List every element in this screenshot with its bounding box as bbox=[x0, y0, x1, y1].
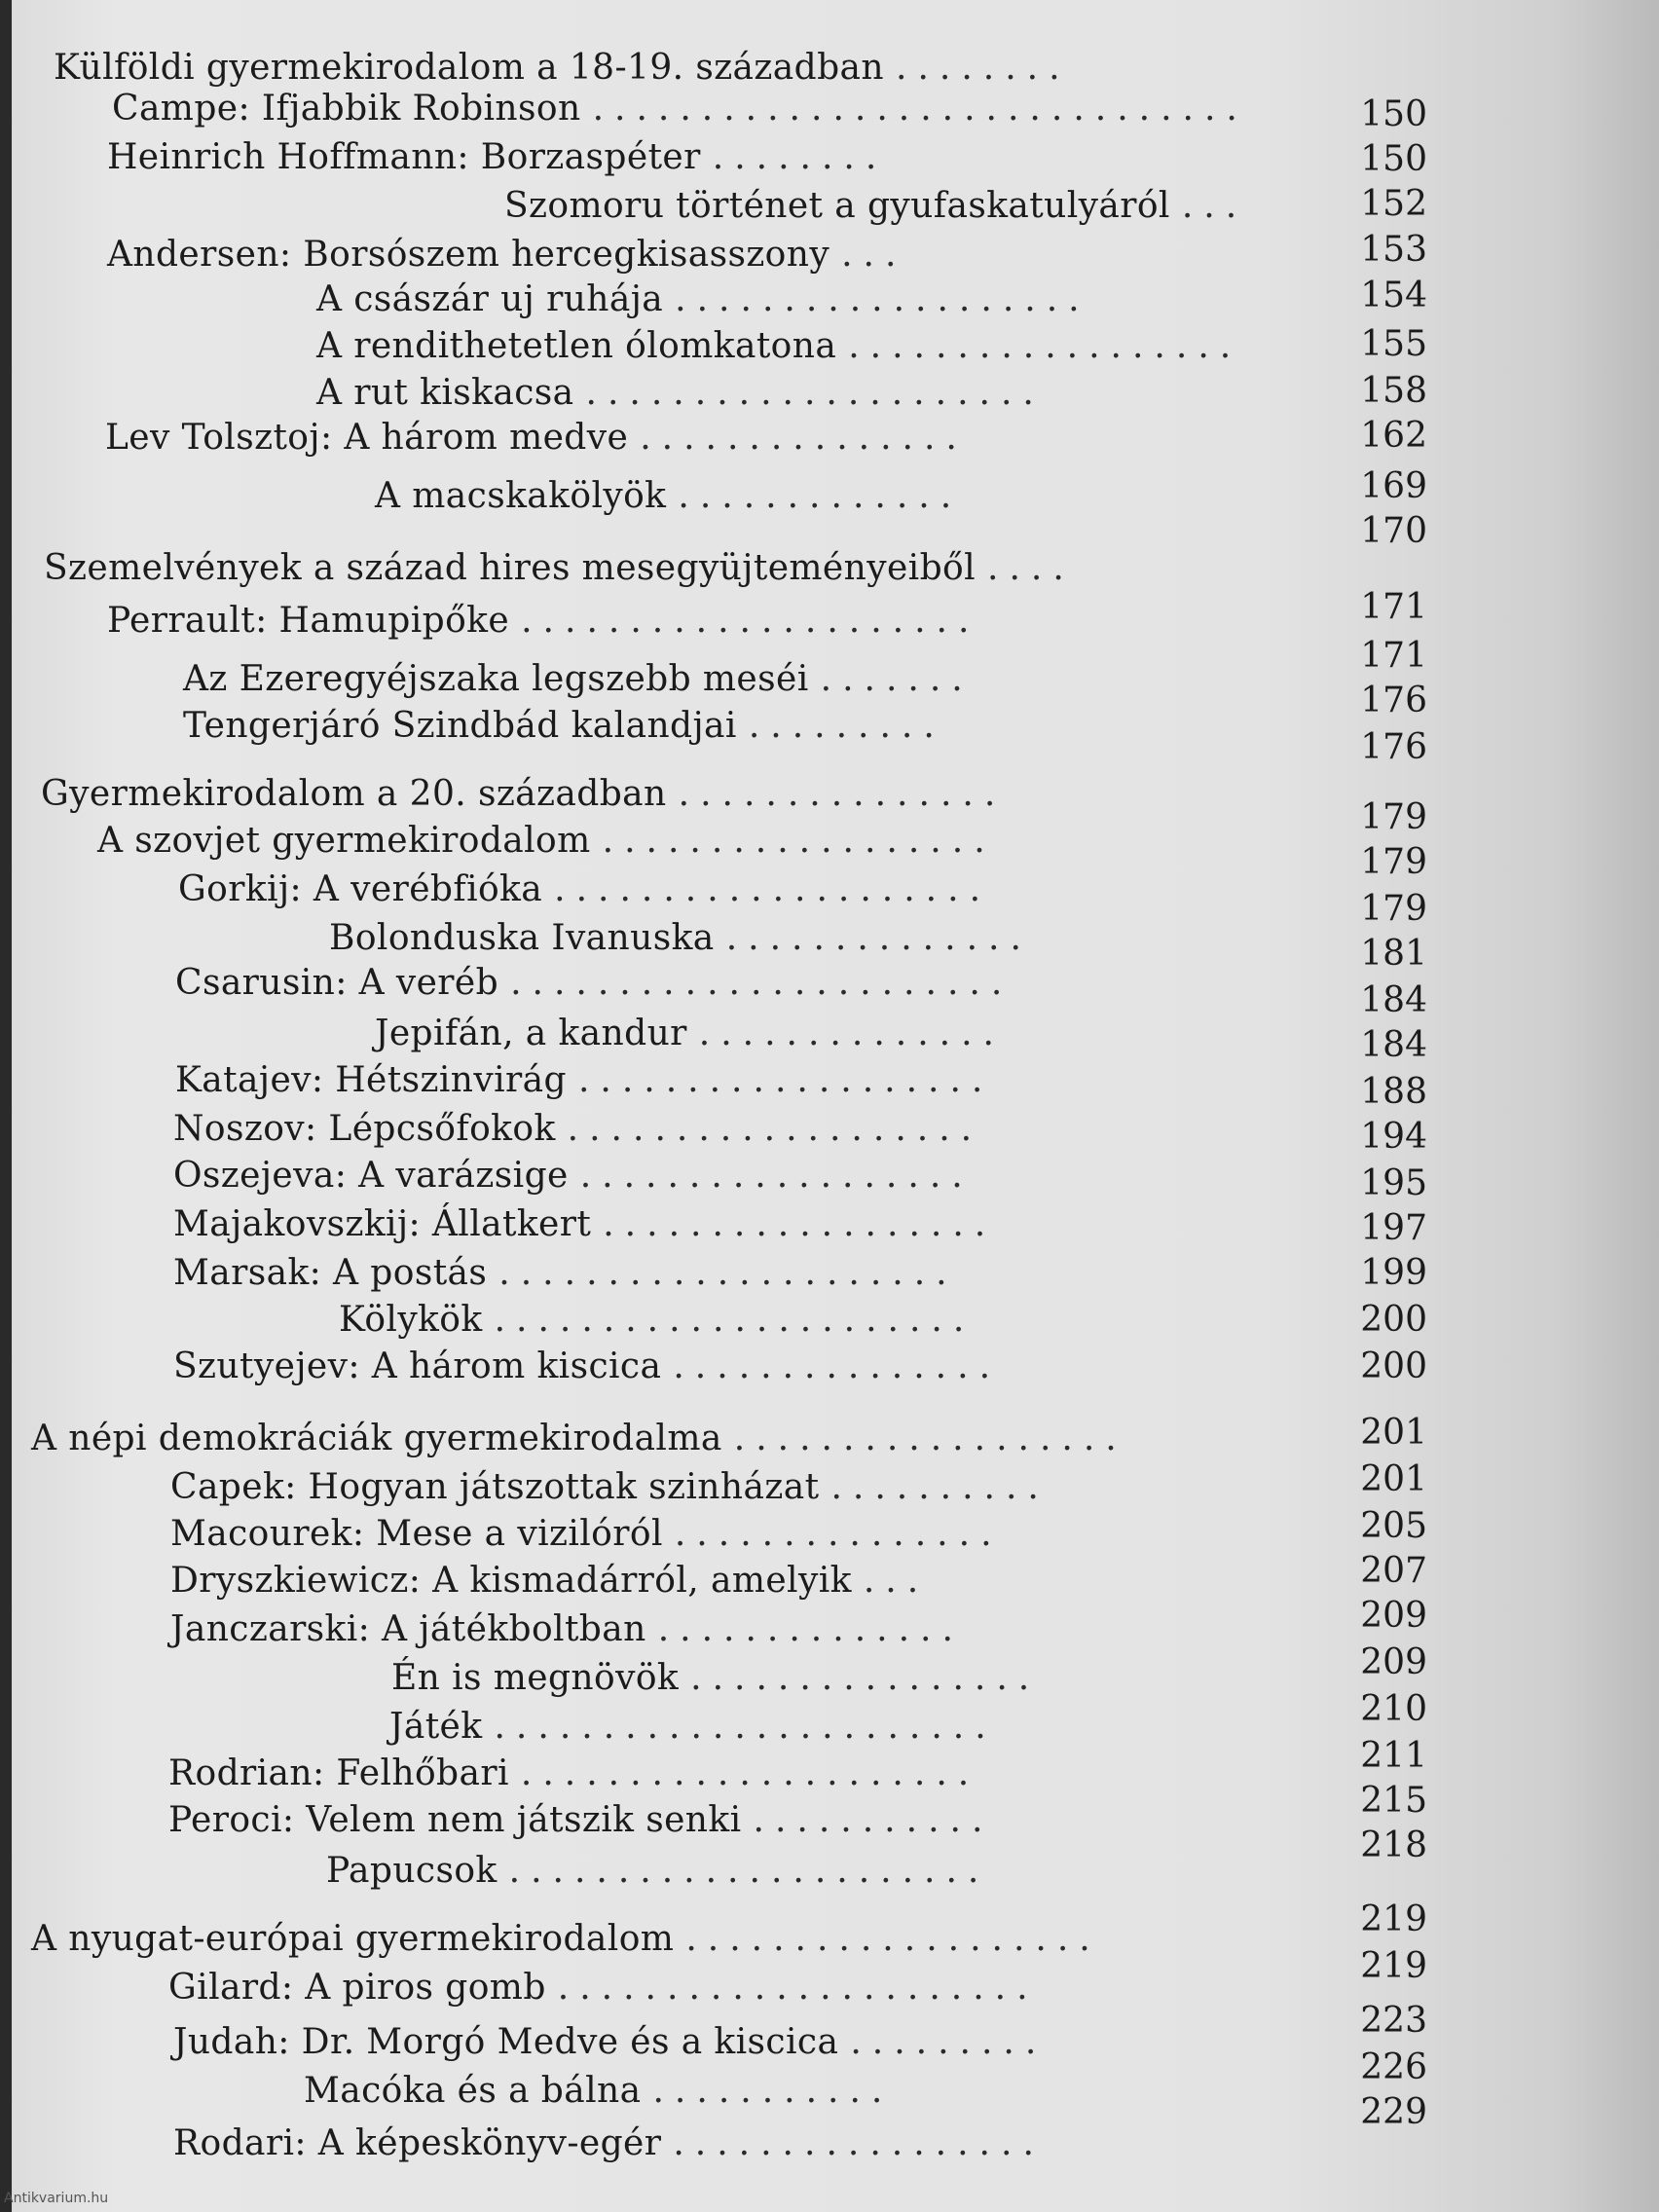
toc-entry bbox=[504, 183, 1247, 230]
toc-entry-text: Rodrian: Felhőbari bbox=[168, 1753, 509, 1793]
toc-entry bbox=[107, 232, 906, 278]
leader-dots: ... bbox=[1181, 186, 1248, 226]
toc-entry-text: Gorkij: A verébfióka bbox=[178, 869, 543, 909]
toc-entry-text: A rut kiskacsa bbox=[316, 373, 574, 413]
page-number: 188 bbox=[1360, 1072, 1427, 1112]
page-number: 155 bbox=[1360, 324, 1427, 364]
page-number: 171 bbox=[1360, 587, 1427, 627]
leader-dots: .......... bbox=[830, 1467, 1050, 1507]
page-number: 184 bbox=[1360, 1025, 1427, 1065]
toc-entry bbox=[170, 1511, 1003, 1558]
leader-dots: ........ bbox=[896, 48, 1071, 88]
page-number: 153 bbox=[1360, 230, 1427, 270]
page-number: 170 bbox=[1360, 511, 1427, 551]
page-number: 209 bbox=[1360, 1642, 1427, 1682]
toc-entry-text: Marsak: A postás bbox=[173, 1253, 488, 1293]
page-number: 179 bbox=[1360, 797, 1427, 837]
leader-dots: .............. bbox=[698, 1014, 1005, 1053]
page-number: 197 bbox=[1360, 1208, 1427, 1248]
leader-dots: ................... bbox=[675, 279, 1090, 319]
leader-dots: ............... bbox=[678, 774, 1007, 814]
toc-entry-text: Papucsok bbox=[326, 1851, 498, 1891]
toc-heading-text: A nyugat-európai gyermekirodalom bbox=[31, 1919, 675, 1959]
leader-dots: ....... bbox=[820, 659, 974, 699]
leader-dots: ............... bbox=[674, 1514, 1003, 1554]
page-number: 210 bbox=[1360, 1689, 1427, 1729]
toc-entry bbox=[389, 1704, 997, 1751]
page-number: 169 bbox=[1360, 466, 1427, 506]
page-number: 179 bbox=[1360, 889, 1427, 929]
leader-dots: .............. bbox=[725, 918, 1032, 958]
page-number: 201 bbox=[1360, 1459, 1427, 1499]
page-number: 195 bbox=[1360, 1163, 1427, 1203]
page-number: 218 bbox=[1360, 1825, 1427, 1865]
toc-entry-text: Capek: Hogyan játszottak szinházat bbox=[170, 1467, 820, 1507]
leader-dots: ..................... bbox=[585, 373, 1045, 413]
page-number: 199 bbox=[1360, 1253, 1427, 1293]
toc-entry bbox=[375, 1011, 1005, 1057]
toc-entry bbox=[105, 415, 968, 461]
toc-entry-text: Én is megnövök bbox=[391, 1658, 680, 1698]
toc-entry-text: Janczarski: A játékboltban bbox=[170, 1609, 646, 1649]
toc-entry bbox=[173, 1106, 982, 1153]
page-number: 201 bbox=[1360, 1413, 1427, 1453]
toc-entry-text: A szovjet gyermekirodalom bbox=[97, 821, 591, 861]
leader-dots: ...................... bbox=[508, 1851, 990, 1891]
leader-dots: ................. bbox=[673, 2123, 1045, 2163]
toc-entry bbox=[173, 1250, 958, 1297]
leader-dots: ................... bbox=[577, 1060, 994, 1100]
toc-entry bbox=[183, 656, 974, 703]
toc-entry bbox=[326, 1848, 989, 1895]
page-number: 211 bbox=[1360, 1736, 1427, 1776]
leader-dots: .................. bbox=[733, 1419, 1127, 1458]
page-shadow-edge bbox=[0, 0, 12, 2212]
toc-entry bbox=[329, 915, 1032, 962]
page-number: 150 bbox=[1360, 139, 1427, 179]
toc-entry bbox=[168, 1751, 979, 1797]
toc-entry bbox=[170, 1606, 964, 1653]
toc-entry-text: Lev Tolsztoj: A három medve bbox=[105, 418, 629, 458]
toc-entry bbox=[168, 1965, 1039, 2011]
leader-dots: ......... bbox=[850, 2022, 1048, 2062]
leader-dots: ................ bbox=[690, 1658, 1041, 1698]
toc-heading bbox=[44, 545, 1075, 592]
leader-dots: ... bbox=[863, 1561, 930, 1601]
toc-entry bbox=[173, 2019, 1047, 2066]
toc-entry bbox=[175, 960, 1013, 1007]
leader-dots: ................... bbox=[685, 1919, 1101, 1959]
page-number: 219 bbox=[1360, 1946, 1427, 1986]
toc-entry bbox=[107, 598, 979, 645]
leader-dots: ............. bbox=[678, 476, 963, 516]
leader-dots: ...................... bbox=[494, 1300, 976, 1340]
toc-entry-text: A rendithetetlen ólomkatona bbox=[316, 326, 837, 366]
page-number: 152 bbox=[1360, 184, 1427, 224]
page-number: 223 bbox=[1360, 2001, 1427, 2041]
page-number: 229 bbox=[1360, 2092, 1427, 2132]
toc-entry-text: Szomoru történet a gyufaskatulyáról bbox=[504, 186, 1170, 226]
toc-entry-text: Majakovszkij: Állatkert bbox=[173, 1204, 592, 1244]
toc-entry-text: Csarusin: A veréb bbox=[175, 963, 499, 1003]
toc-entry-text: Oszejeva: A varázsige bbox=[173, 1156, 569, 1196]
toc-heading-text: A népi demokráciák gyermekirodalma bbox=[31, 1419, 722, 1458]
toc-entry bbox=[173, 1344, 1001, 1390]
leader-dots: ......... bbox=[748, 706, 945, 746]
toc-entry-text: Tengerjáró Szindbád kalandjai bbox=[183, 706, 737, 746]
leader-dots: ... bbox=[841, 235, 907, 275]
toc-heading-text: Szemelvények a század hires mesegyüjteményeiből bbox=[44, 548, 977, 588]
toc-entry bbox=[170, 1464, 1050, 1511]
toc-entry-text: Perrault: Hamupipőke bbox=[107, 601, 510, 641]
page-number: 162 bbox=[1360, 416, 1427, 456]
toc-entry-text: Noszov: Lépcsőfokok bbox=[173, 1109, 556, 1149]
page-number: 158 bbox=[1360, 371, 1427, 411]
page-number: 200 bbox=[1360, 1346, 1427, 1386]
page-number: 215 bbox=[1360, 1781, 1427, 1821]
toc-entry bbox=[316, 276, 1090, 323]
toc-entry-text: Andersen: Borsószem hercegkisasszony bbox=[107, 235, 830, 275]
leader-dots: ....................... bbox=[494, 1707, 997, 1747]
toc-heading bbox=[41, 771, 1006, 818]
toc-entry-text: Campe: Ifjabbik Robinson bbox=[112, 89, 581, 129]
leader-dots: .................. bbox=[602, 821, 996, 861]
page-number: 150 bbox=[1360, 94, 1427, 134]
watermark: Antikvarium.hu bbox=[4, 2191, 109, 2206]
toc-entry-text: Macóka és a bálna bbox=[304, 2071, 642, 2111]
leader-dots: ........... bbox=[753, 1800, 994, 1840]
toc-entry bbox=[316, 370, 1045, 417]
toc-entry bbox=[178, 866, 991, 913]
leader-dots: .............................. bbox=[592, 89, 1248, 129]
leader-dots: ........... bbox=[652, 2071, 894, 2111]
leader-dots: ..................... bbox=[521, 601, 980, 641]
toc-entry bbox=[112, 86, 1248, 132]
toc-entry bbox=[375, 473, 962, 520]
toc-entry bbox=[183, 703, 945, 750]
leader-dots: .................. bbox=[603, 1204, 997, 1244]
toc-entry-text: Az Ezeregyéjszaka legszebb meséi bbox=[183, 659, 809, 699]
page-number: 226 bbox=[1360, 2047, 1427, 2087]
toc-entry-text: Peroci: Velem nem játszik senki bbox=[168, 1800, 742, 1840]
leader-dots: ............... bbox=[673, 1346, 1002, 1386]
leader-dots: .... bbox=[987, 548, 1075, 588]
toc-entry-text: Judah: Dr. Morgó Medve és a kiscica bbox=[173, 2022, 839, 2062]
toc-entry-text: Katajev: Hétszinvirág bbox=[175, 1060, 567, 1100]
page-number: 171 bbox=[1360, 636, 1427, 676]
toc-entry bbox=[173, 1153, 974, 1199]
toc-entry bbox=[391, 1655, 1040, 1702]
toc-heading-text: Külföldi gyermekirodalom a 18-19. században bbox=[54, 48, 884, 88]
leader-dots: .................... bbox=[554, 869, 992, 909]
leader-dots: .................. bbox=[848, 326, 1242, 366]
leader-dots: ........ bbox=[712, 137, 888, 177]
toc-entry bbox=[173, 2120, 1045, 2167]
page-number: 181 bbox=[1360, 934, 1427, 974]
page-number: 209 bbox=[1360, 1596, 1427, 1636]
leader-dots: ...................... bbox=[557, 1968, 1039, 2008]
page-number: 179 bbox=[1360, 842, 1427, 882]
page-number: 176 bbox=[1360, 727, 1427, 767]
leader-dots: .................. bbox=[579, 1156, 974, 1196]
toc-entry bbox=[173, 1201, 996, 1248]
leader-dots: ....................... bbox=[510, 963, 1014, 1003]
toc-heading-text: Gyermekirodalom a 20. században bbox=[41, 774, 667, 814]
toc-entry bbox=[175, 1057, 993, 1104]
page-number: 205 bbox=[1360, 1506, 1427, 1546]
toc-entry-text: A macskakölyök bbox=[375, 476, 667, 516]
toc-entry bbox=[339, 1297, 975, 1344]
page-number: 207 bbox=[1360, 1551, 1427, 1591]
toc-entry bbox=[304, 2068, 893, 2115]
toc-heading bbox=[31, 1916, 1101, 1963]
toc-entry bbox=[107, 134, 887, 181]
toc-heading bbox=[31, 1416, 1127, 1462]
leader-dots: ..................... bbox=[498, 1253, 958, 1293]
toc-entry-text: Macourek: Mese a vizilóról bbox=[170, 1514, 663, 1554]
page-number: 219 bbox=[1360, 1899, 1427, 1939]
toc-entry-text: A császár uj ruhája bbox=[316, 279, 664, 319]
toc-entry bbox=[316, 323, 1241, 370]
page-number: 184 bbox=[1360, 980, 1427, 1020]
toc-entry-text: Heinrich Hoffmann: Borzaspéter bbox=[107, 137, 701, 177]
toc-entry bbox=[168, 1797, 993, 1844]
toc-entry-text: Bolonduska Ivanuska bbox=[329, 918, 715, 958]
toc-entry bbox=[97, 818, 996, 865]
toc-entry-text: Dryszkiewicz: A kismadárról, amelyik bbox=[170, 1561, 852, 1601]
leader-dots: .............. bbox=[657, 1609, 964, 1649]
toc-entry-text: Jepifán, a kandur bbox=[375, 1014, 687, 1053]
leader-dots: ............... bbox=[640, 418, 968, 458]
page-number: 194 bbox=[1360, 1117, 1427, 1157]
leader-dots: ................... bbox=[567, 1109, 983, 1149]
page-number: 154 bbox=[1360, 276, 1427, 315]
page-number: 176 bbox=[1360, 681, 1427, 720]
toc-entry bbox=[170, 1558, 929, 1604]
leader-dots: ..................... bbox=[520, 1753, 980, 1793]
toc-entry-text: Játék bbox=[389, 1707, 483, 1747]
toc-entry-text: Rodari: A képeskönyv-egér bbox=[173, 2123, 662, 2163]
toc-entry-text: Kölykök bbox=[339, 1300, 483, 1340]
toc-heading bbox=[54, 45, 1071, 92]
toc-entry-text: Gilard: A piros gomb bbox=[168, 1968, 546, 2008]
toc-entry-text: Szutyejev: A három kiscica bbox=[173, 1346, 662, 1386]
page-number: 200 bbox=[1360, 1300, 1427, 1340]
